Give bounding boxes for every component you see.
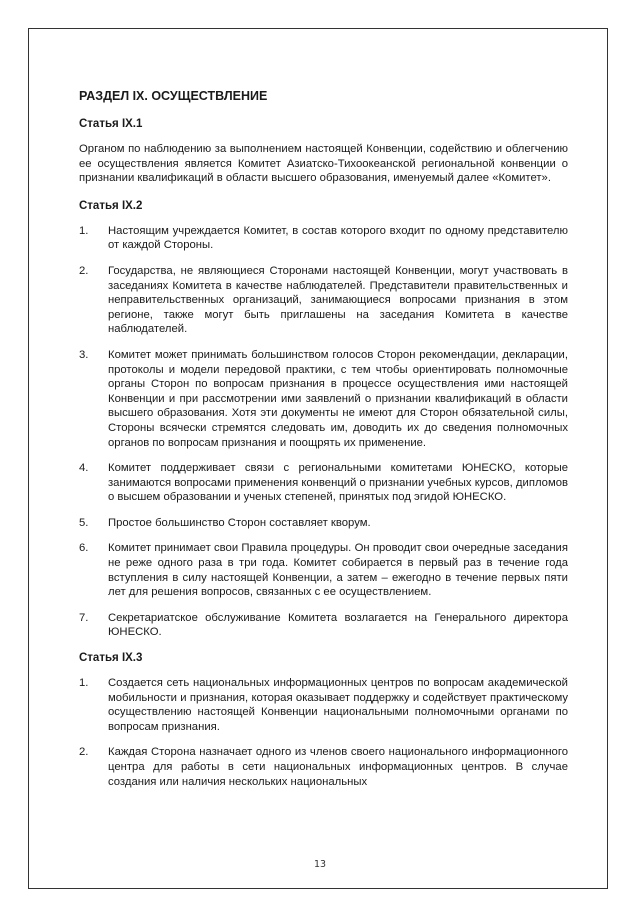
list-item [79, 461, 568, 505]
list-item-number: 6. [79, 542, 89, 555]
list-item-number: 5. [79, 516, 89, 529]
article-ix-2-list [79, 224, 568, 640]
list-item-text: Создается сеть национальных информационных центров по вопросам академической мобильности и признания, которая оказывает поддержку и содействует практическому осуществлению настоящей Конвенции национальными полномочными органами по вопросам признания. [108, 677, 568, 733]
list-item-text: Простое большинство Сторон составляет кворум. [108, 516, 371, 529]
list-item-text: Настоящим учреждается Комитет, в состав которого входит по одному представителю от каждой Стороны. [108, 224, 568, 252]
list-item-text: Комитет принимает свои Правила процедуры. Он проводит свои очередные заседания не реже одного раза в три года. Комитет собирается в первый раз в течение года вступления в силу настоящей Конвенции, а затем – ежегодно в течение первых пяти лет для решения вопросов, связанных с ее осуществлением. [108, 542, 568, 599]
list-item [79, 516, 568, 531]
list-item [79, 348, 568, 450]
article-title-ix-3: Статья IX.3 [79, 652, 143, 665]
list-item [79, 611, 568, 640]
list-item-text: Государства, не являющиеся Сторонами настоящей Конвенции, могут участвовать в заседаниях Комитета в качестве наблюдателей. Представители правительственных и неправительственных организаций, занимающиеся вопросами признания в этом регионе, также могут быть приглашены на заседания Комитета в качестве наблюдателей. [108, 264, 568, 336]
list-item-number: 3. [79, 348, 89, 361]
article-title-ix-1: Статья IX.1 [79, 118, 143, 130]
list-item-number: 4. [79, 462, 89, 475]
article-ix-3-list [79, 676, 568, 789]
list-item-number: 2. [79, 746, 89, 759]
list-item-text: Комитет поддерживает связи с региональными комитетами ЮНЕСКО, которые занимаются вопросами применения конвенций о признании учебных курсов, дипломов о высшем образовании и ученых степеней, принятых под эгидой ЮНЕСКО. [108, 462, 568, 504]
list-item [79, 541, 568, 599]
list-item-number: 2. [79, 264, 89, 277]
list-item [79, 676, 568, 734]
page-number: 13 [313, 859, 327, 870]
section-title: РАЗДЕЛ IX. ОСУЩЕСТВЛЕНИЕ [79, 89, 268, 103]
document-body [79, 88, 568, 800]
article-ix-1-paragraph: Органом по наблюдению за выполнением настоящей Конвенции, содействию и облегчению ее осуществления является Комитет Азиатско-Тихоокеанской региональной конвенции о признании квалификаций в области высшего образования, именуемый далее «Комитет». [79, 143, 568, 185]
article-title-ix-2: Статья IX.2 [79, 199, 143, 212]
list-item [79, 745, 568, 789]
list-item-number: 1. [79, 677, 89, 690]
list-item [79, 224, 568, 253]
list-item-text: Каждая Сторона назначает одного из членов своего национального информационного центра для работы в сети национальных информационных центров. В случае создания или наличия нескольких национальных [108, 746, 568, 788]
list-item-text: Секретариатское обслуживание Комитета возлагается на Генерального директора ЮНЕСКО. [108, 611, 568, 639]
list-item-number: 7. [79, 611, 89, 624]
list-item [79, 264, 568, 337]
list-item-text: Комитет может принимать большинством голосов Сторон рекомендации, декларации, протоколы и модели передовой практики, с тем чтобы ориентировать полномочные органы Сторон по вопросам признания в процессе осуществления ими настоящей Конвенции и при рассмотрении ими заявлений о признании квалификаций в области высшего образования. Хотя эти документы не имеют для Сторон обязательной силы, Стороны всячески стремятся следовать им, доводить их до сведения полномочных органов по вопросам признания и поощрять их применение. [108, 348, 568, 449]
list-item-number: 1. [79, 224, 89, 237]
